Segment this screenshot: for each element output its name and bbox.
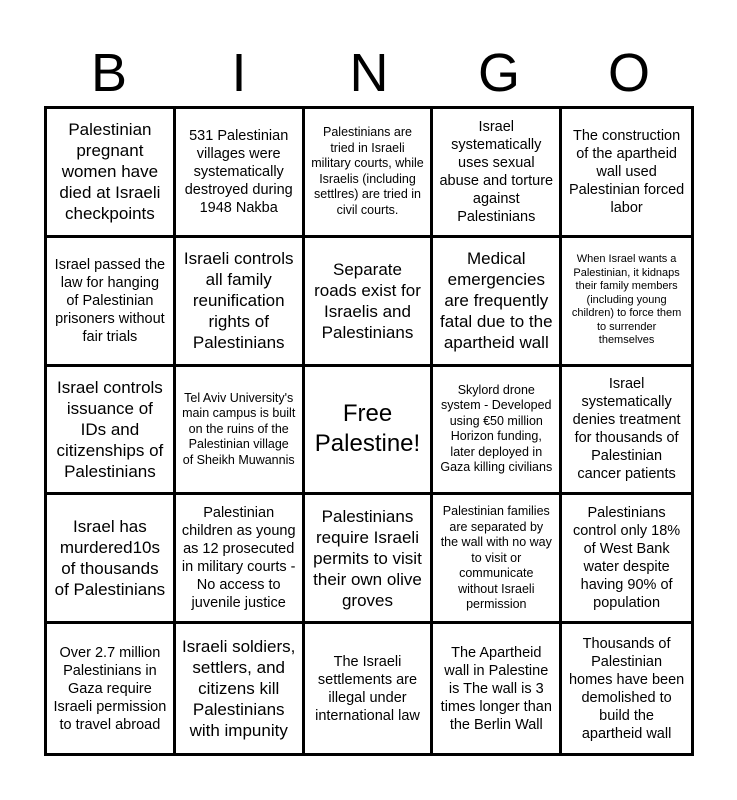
bingo-cell[interactable] [433,238,562,367]
bingo-cell[interactable] [176,495,305,624]
cell-text: Palestinians are tried in Israeli military courts, while Israelis (including settlres) are tried in civil courts. [311,125,424,217]
cell-text: Palestinians control only 18% of West Bank water despite having 90% of population [572,505,681,612]
cell-text: Skylord drone system - Developed using €50 million Horizon funding, later deployed in Gaza killing civilians [440,382,553,475]
cell-text: Palestinian pregnant women have died at Israeli checkpoints [59,120,161,224]
cell-text: The Apartheid wall in Palestine is The wall is 3 times longer than the Berlin Wall [440,644,552,733]
cell-text: Over 2.7 million Palestinians in Gaza require Israeli permission to travel abroad [53,644,167,733]
bingo-cell[interactable] [305,495,434,624]
bingo-cell[interactable] [305,238,434,367]
bingo-cell[interactable] [47,109,176,238]
bingo-cell[interactable] [562,624,691,753]
free-space-text: Free Palestine! [314,400,421,458]
cell-text: The construction of the apartheid wall used Palestinian forced labor [568,127,685,216]
bingo-cell[interactable] [47,624,176,753]
header-letter-n: N [349,43,389,103]
cell-text: Israeli soldiers, settlers, and citizens kill Palestinians with impunity [182,637,296,741]
bingo-cell[interactable] [562,109,691,238]
cell-text: Tel Aviv University's main campus is built on the ruins of the Palestinian village of Sheikh Muwannis [182,390,296,467]
cell-text: Israeli controls all family reunification rights of Palestinians [183,249,294,353]
bingo-cell[interactable] [305,109,434,238]
bingo-cell[interactable] [433,624,562,753]
cell-text: Israel passed the law for hanging of Palestinian prisoners without fair trials [54,256,166,345]
bingo-cell[interactable] [176,109,305,238]
bingo-cell-free-space[interactable] [305,367,434,496]
bingo-cell[interactable] [433,495,562,624]
bingo-cell[interactable] [433,367,562,496]
bingo-cell[interactable] [47,238,176,367]
bingo-cell[interactable] [47,367,176,496]
cell-text: Palestinians require Israeli permits to visit their own olive groves [313,506,422,610]
bingo-cell[interactable] [305,624,434,753]
header-letter-o: O [607,43,650,103]
cell-text: Israel systematically uses sexual abuse and torture against Palestinians [439,118,554,225]
cell-text: Palestinian children as young as 12 prosecuted in military courts - No access to juvenile justice [181,505,296,612]
cell-text: Israel controls issuance of IDs and citizenships of Palestinians [56,377,164,481]
bingo-header [44,40,694,106]
header-letter-i: I [231,43,247,103]
bingo-cell[interactable] [562,495,691,624]
cell-text: The Israeli settlements are illegal under international law [315,653,420,724]
bingo-cell[interactable] [433,109,562,238]
bingo-board [44,106,694,756]
header-letter-b: B [90,43,128,103]
cell-text: 531 Palestinian villages were systematically destroyed during 1948 Nakba [184,127,293,216]
bingo-cell[interactable] [176,238,305,367]
cell-text: Thousands of Palestinian homes have been demolished to build the apartheid wall [568,635,685,742]
bingo-cell[interactable] [47,495,176,624]
bingo-cell[interactable] [562,238,691,367]
cell-text: Israel has murdered10s of thousands of Palestinians [54,517,166,600]
bingo-cell[interactable] [176,624,305,753]
cell-text: When Israel wants a Palestinian, it kidnaps their family members (including young children) to force them to surrender themselves [571,253,682,347]
bingo-cell[interactable] [176,367,305,496]
header-letter-g: G [477,43,520,103]
bingo-cell[interactable] [562,367,691,496]
cell-text: Israel systematically denies treatment for thousands of Palestinian cancer patients [572,376,681,483]
cell-text: Separate roads exist for Israelis and Palestinians [314,259,421,342]
cell-text: Palestinian families are separated by the wall with no way to visit or communicate without Israeli permission [440,504,552,612]
cell-text: Medical emergencies are frequently fatal due to the apartheid wall [440,249,553,353]
